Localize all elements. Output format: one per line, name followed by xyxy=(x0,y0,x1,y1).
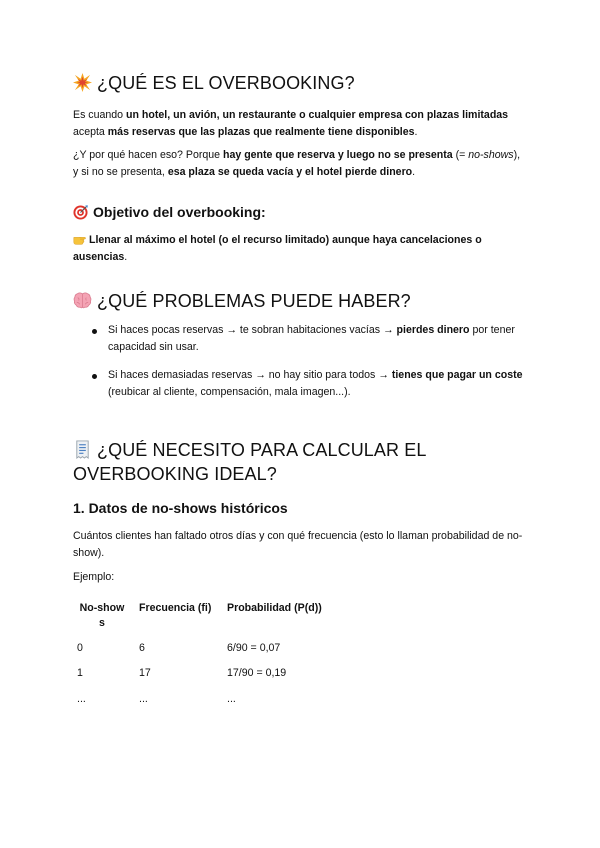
text: . xyxy=(412,165,416,178)
objective-title-text: Objetivo del overbooking: xyxy=(93,204,266,220)
bullet-dot xyxy=(92,329,97,334)
bold-text: tienes que pagar un coste xyxy=(391,369,523,381)
target-icon xyxy=(73,205,88,220)
objective-heading xyxy=(73,203,266,221)
objective-text xyxy=(73,232,513,265)
subheading-noshow-data xyxy=(73,499,288,517)
table-header-probabilidad: Probabilidad (P(d)) xyxy=(227,602,322,614)
text: (= xyxy=(452,149,469,161)
text: Si haces demasiadas reservas → no hay sitio para todos → xyxy=(108,369,392,381)
bullet-item-many-reservations xyxy=(108,367,523,400)
brain-icon xyxy=(73,291,92,310)
bold-text: pierdes dinero xyxy=(396,324,470,336)
header-line: No-show xyxy=(79,602,125,614)
bold-text: hay gente que reserva y luego no se presenta xyxy=(223,149,453,161)
text: Si haces pocas reservas → te sobran habitaciones vacías → xyxy=(108,324,397,336)
bold-text: más reservas que las plazas que realmente tiene disponibles xyxy=(107,125,415,138)
section2-title-text: ¿QUÉ PROBLEMAS PUEDE HABER? xyxy=(97,291,411,311)
example-label xyxy=(73,569,114,586)
receipt-icon xyxy=(73,440,92,459)
text: (reubicar al cliente, compensación, mala imagen...). xyxy=(108,385,351,398)
bold-text: Llenar al máximo el hotel (o el recurso limitado) aunque haya cancelaciones o ausencias xyxy=(73,234,482,263)
table-cell: 6/90 = 0,07 xyxy=(227,642,281,654)
table-header-frecuencia: Frecuencia (fi) xyxy=(139,602,212,614)
text: Es cuando xyxy=(73,109,127,121)
section3-title-line1: ¿QUÉ NECESITO PARA CALCULAR EL xyxy=(97,440,427,460)
table-cell: 17/90 = 0,19 xyxy=(227,667,287,679)
collision-icon xyxy=(73,73,92,92)
table-cell: 0 xyxy=(77,642,83,654)
italic-text: no-shows xyxy=(468,149,514,161)
section-title-calculate-line2 xyxy=(73,462,277,486)
text: ), y si no se presenta, xyxy=(73,149,521,178)
bullet-item-few-reservations xyxy=(108,322,518,355)
text: ¿Y por qué hacen eso? Porque xyxy=(73,149,223,161)
text: Ejemplo: xyxy=(73,571,115,583)
text: Cuántos clientes han faltado otros días y con qué frecuencia (esto lo llaman probabilidad de no-show). xyxy=(73,530,523,559)
section-title-overbooking xyxy=(73,71,355,95)
table-header-noshow xyxy=(76,601,128,631)
section-title-calculate xyxy=(73,438,426,462)
header-line: s xyxy=(99,617,105,629)
subheading-text: 1. Datos de no-shows históricos xyxy=(73,500,288,516)
pointing-hand-icon xyxy=(73,233,86,245)
bullet-dot xyxy=(92,374,97,379)
table-cell: ... xyxy=(227,693,236,705)
section3-title-line2: OVERBOOKING IDEAL? xyxy=(73,464,277,484)
table-cell: 6 xyxy=(139,642,145,654)
table-cell: 17 xyxy=(139,667,151,679)
bold-text: esa plaza se queda vacía y el hotel pierde dinero xyxy=(167,165,413,178)
section1-title-text: ¿QUÉ ES EL OVERBOOKING? xyxy=(97,73,355,93)
text: por tener capacidad sin usar. xyxy=(108,324,515,353)
text: acepta xyxy=(73,125,108,138)
paragraph-definition xyxy=(73,107,513,140)
table-cell: ... xyxy=(139,693,148,705)
table-cell: ... xyxy=(77,693,86,705)
bold-text: un hotel, un avión, un restaurante o cualquier empresa con plazas limitadas xyxy=(126,109,509,121)
table-cell: 1 xyxy=(77,667,83,679)
paragraph-why xyxy=(73,147,528,180)
text: . xyxy=(414,125,418,138)
section-title-problems xyxy=(73,289,411,313)
text: . xyxy=(124,250,128,263)
paragraph-noshow-description xyxy=(73,528,533,561)
